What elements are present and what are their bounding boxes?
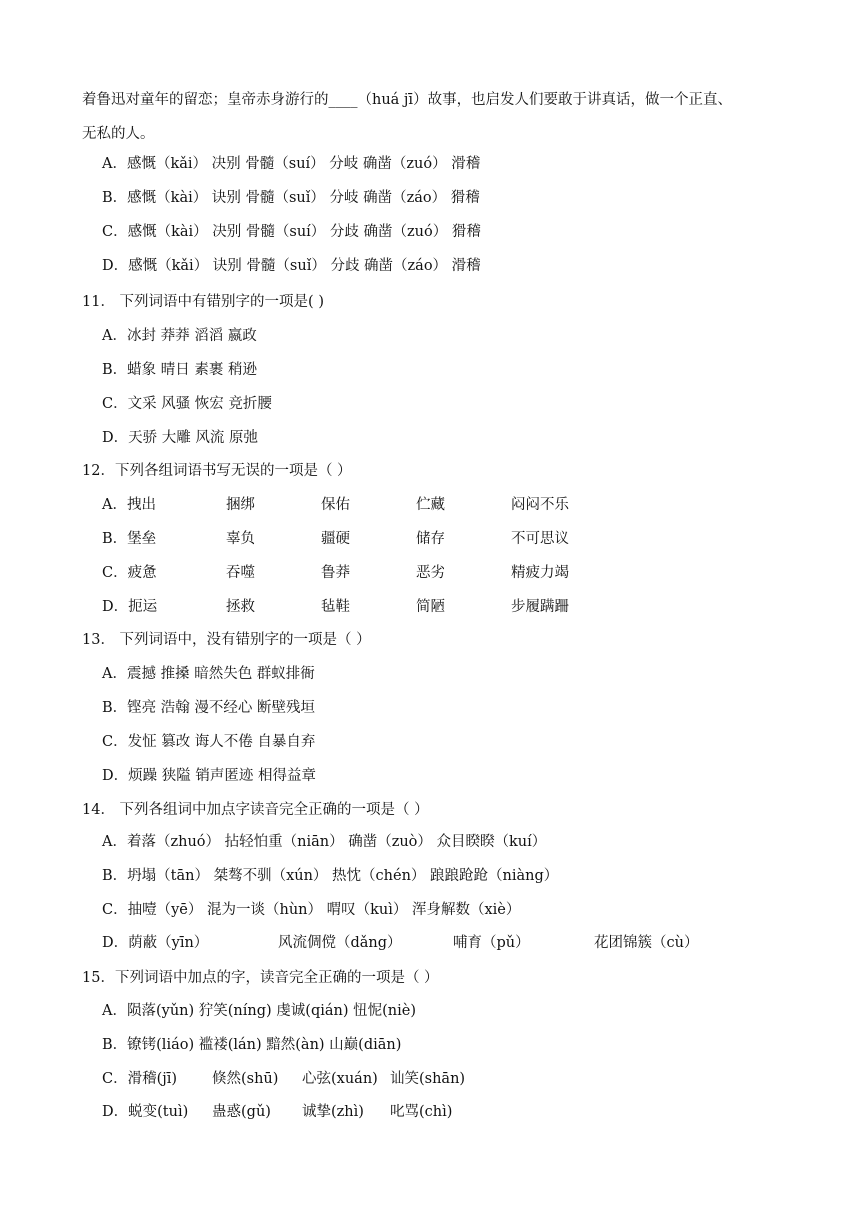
q15-c-part2: 倏然(shū) <box>212 1071 279 1087</box>
q14-option-a: A．着落（zhuó） 拈轻怕重（niān） 确凿（zuò） 众目睽睽（kuí） <box>102 834 547 850</box>
q13-option-b: B．铿亮 浩翰 漫不经心 断壁残垣 <box>102 700 315 716</box>
q10-option-b: B．感慨（kài） 诀别 骨髓（suǐ） 分岐 确凿（záo） 猾稽 <box>102 190 480 206</box>
q12-c-word4: 恶劣 <box>416 565 445 581</box>
q12-a-word2: 捆绑 <box>226 497 255 513</box>
q12-d-word4: 简陋 <box>416 599 445 615</box>
q15-d-part2: 蛊惑(gǔ) <box>212 1104 271 1120</box>
q11-option-c: C．文采 风骚 恢宏 竞折腰 <box>102 396 272 412</box>
q13-option-d: D．烦躁 狭隘 销声匿迹 相得益章 <box>102 768 316 784</box>
q12-b-word2: 辜负 <box>226 531 255 547</box>
q12-a-word5: 闷闷不乐 <box>511 497 569 513</box>
q10-option-c: C．感慨（kài） 决别 骨髓（suí） 分歧 确凿（zuó） 猾稽 <box>102 224 481 240</box>
intro-line-1: 着鲁迅对童年的留恋；皇帝赤身游行的____（huá jī）故事，也启发人们要敢于讲真话，做一个正直、 <box>82 92 733 108</box>
q14-d-part3: 哺育（pǔ） <box>453 935 530 951</box>
q15-c-part1: C．滑稽(jī) <box>102 1071 178 1087</box>
q12-a-word3: 保佑 <box>321 497 350 513</box>
q14-stem: 14． 下列各组词中加点字读音完全正确的一项是（ ） <box>82 802 429 818</box>
q12-b-label: B．堡垒 <box>102 531 157 547</box>
q15-option-b: B．镣铐(liáo) 褴褛(lán) 黯然(àn) 山巅(diān) <box>102 1037 402 1053</box>
q12-c-word3: 鲁莽 <box>321 565 350 581</box>
q14-d-part1: D．荫蔽（yīn） <box>102 935 209 951</box>
q11-option-a: A．冰封 莽莽 滔滔 嬴政 <box>102 328 257 344</box>
q12-d-word3: 毡鞋 <box>321 599 350 615</box>
q12-d-word2: 拯救 <box>226 599 255 615</box>
q10-option-a: A．感慨（kǎi） 决别 骨髓（suí） 分岐 确凿（zuó） 滑稽 <box>102 156 481 172</box>
q11-stem: 11． 下列词语中有错别字的一项是( ) <box>82 294 324 310</box>
q15-option-a: A．陨落(yǔn) 狞笑(níng) 虔诚(qián) 忸怩(niè) <box>102 1003 416 1019</box>
q12-d-word5: 步履蹒跚 <box>511 599 569 615</box>
q14-d-part2: 风流倜傥（dǎng） <box>278 935 402 951</box>
q11-option-d: D．天骄 大雕 风流 原弛 <box>102 430 258 446</box>
q12-d-label: D．扼运 <box>102 599 158 615</box>
q14-option-b: B．坍塌（tān） 桀骜不驯（xún） 热忱（chén） 踉踉跄跄（niàng） <box>102 868 559 884</box>
q13-option-a: A．震撼 推搡 暗然失色 群蚁排衙 <box>102 666 315 682</box>
intro-line-2: 无私的人。 <box>82 126 155 142</box>
q12-c-word5: 精疲力竭 <box>511 565 569 581</box>
q14-option-c: C．抽噎（yē） 混为一谈（hùn） 喟叹（kuì） 浑身解数（xiè） <box>102 902 521 918</box>
q15-stem: 15．下列词语中加点的字，读音完全正确的一项是（ ） <box>82 970 439 986</box>
q13-stem: 13． 下列词语中，没有错别字的一项是（ ） <box>82 632 371 648</box>
q12-a-label: A．拽出 <box>102 497 156 513</box>
q15-d-part3: 诚挚(zhì) <box>302 1104 364 1120</box>
q14-d-part4: 花团锦簇（cù） <box>594 935 699 951</box>
q12-b-word4: 储存 <box>416 531 445 547</box>
q12-c-word2: 吞噬 <box>226 565 255 581</box>
q15-c-part4: 讪笑(shān) <box>390 1071 466 1087</box>
q12-a-word4: 伫藏 <box>416 497 445 513</box>
q12-b-word3: 疆硬 <box>321 531 350 547</box>
q12-stem: 12．下列各组词语书写无误的一项是（ ） <box>82 463 352 479</box>
q11-option-b: B．蜡象 晴日 素裹 稍逊 <box>102 362 257 378</box>
q15-d-part1: D．蜕变(tuì) <box>102 1104 189 1120</box>
q13-option-c: C．发怔 篡改 诲人不倦 自暴自弃 <box>102 734 316 750</box>
q12-c-label: C．疲惫 <box>102 565 157 581</box>
q10-option-d: D．感慨（kǎi） 诀别 骨髓（suǐ） 分歧 确凿（záo） 滑稽 <box>102 258 481 274</box>
q15-d-part4: 叱骂(chì) <box>390 1104 453 1120</box>
q12-b-word5: 不可思议 <box>511 531 569 547</box>
q15-c-part3: 心弦(xuán) <box>302 1071 378 1087</box>
